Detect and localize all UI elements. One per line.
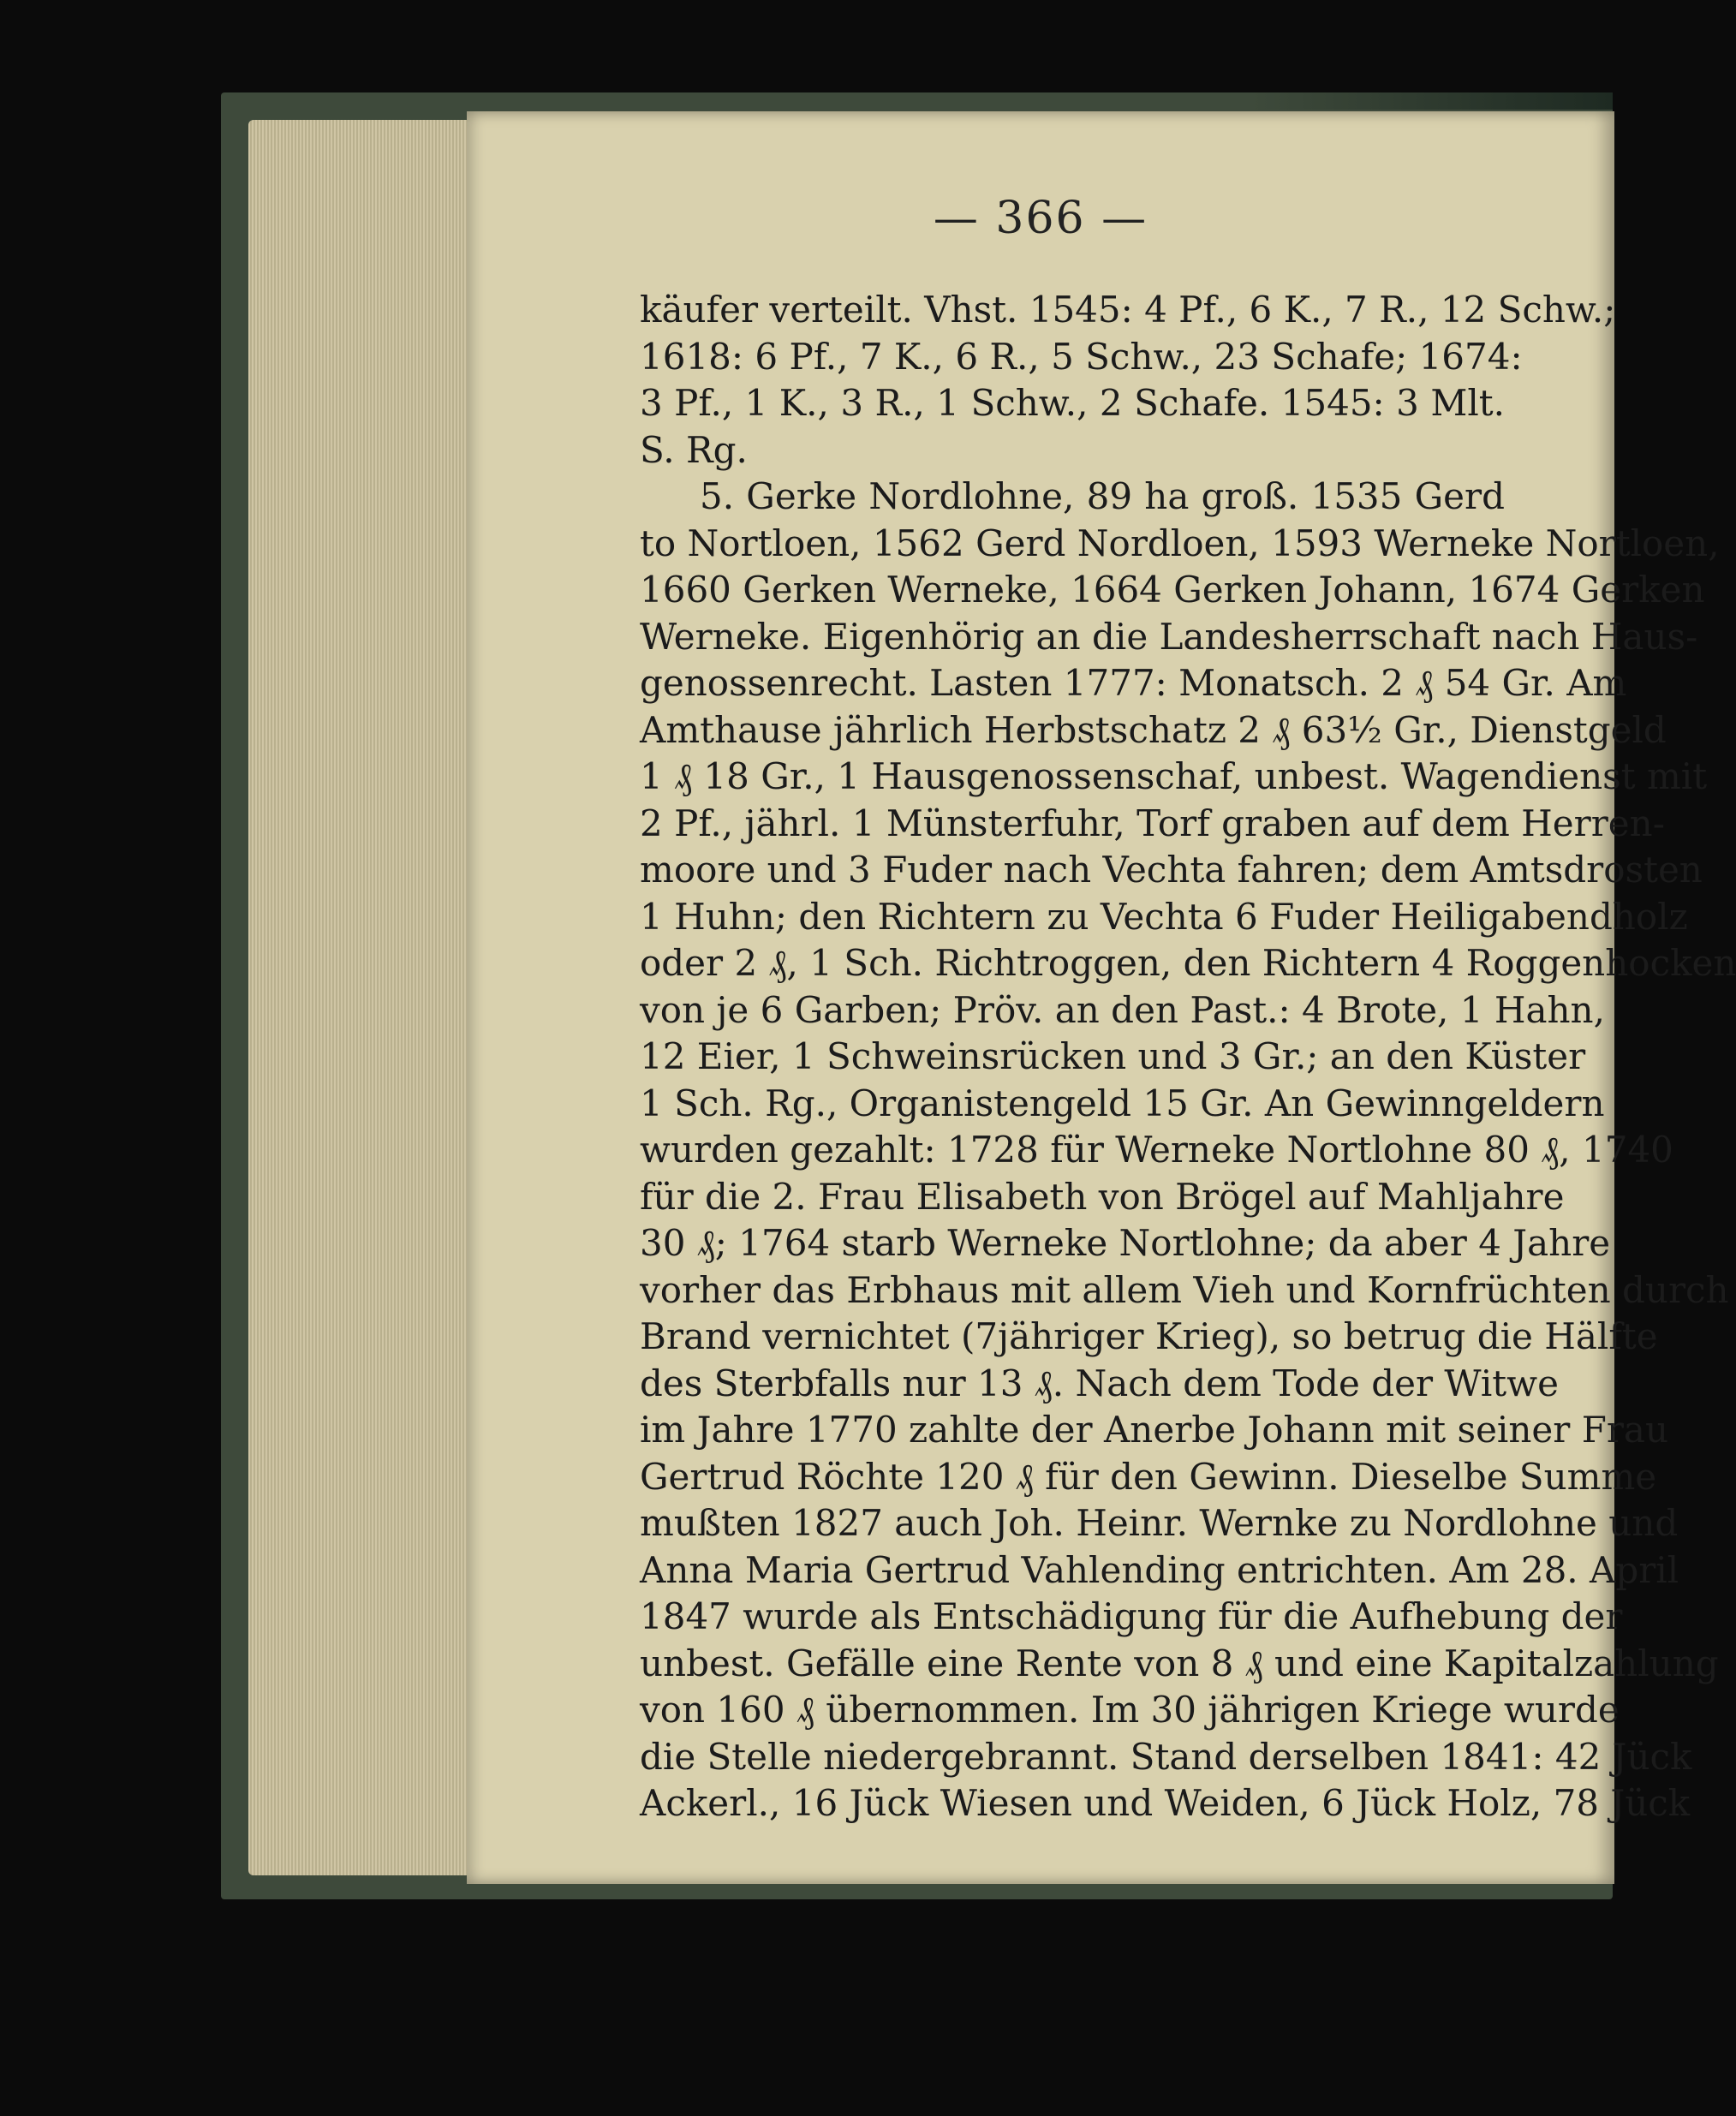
text-line: vorher das Erbhaus mit allem Vieh und Kornfrüchten durch [640,1268,1729,1311]
text-line: Gertrud Röchte 120 ₰ für den Gewinn. Dieselbe Summe [640,1455,1657,1498]
text-line: 1847 wurde als Entschädigung für die Aufhebung der [640,1595,1623,1637]
text-line: 1 ₰ 18 Gr., 1 Hausgenossenschaf, unbest. Wagendienst mit [640,755,1708,797]
text-line: 1660 Gerken Werneke, 1664 Gerken Johann, 1674 Gerken [640,569,1705,611]
text-line: für die 2. Frau Elisabeth von Brögel auf Mahljahre [640,1175,1565,1218]
text-line: Amthause jährlich Herbstschatz 2 ₰ 63½ Gr., Dienstgeld [640,708,1667,751]
text-line: des Sterbfalls nur 13 ₰. Nach dem Tode der Witwe [640,1362,1559,1404]
text-line: Ackerl., 16 Jück Wiesen und Weiden, 6 Jück Holz, 78 Jück [640,1782,1691,1824]
page-edges [248,120,471,1875]
book-spine-edge [1250,92,1613,110]
page-number: — 366 — [933,193,1148,244]
text-line: Werneke. Eigenhörig an die Landesherrschaft nach Haus- [640,615,1698,658]
text-line: 1 Sch. Rg., Organistengeld 15 Gr. An Gewinngeldern [640,1082,1605,1124]
text-line: 1 Huhn; den Richtern zu Vechta 6 Fuder Heiligabendholz [640,895,1688,938]
text-line: oder 2 ₰, 1 Sch. Richtroggen, den Richtern 4 Roggenhocken [640,942,1736,984]
text-line: unbest. Gefälle eine Rente von 8 ₰ und eine Kapitalzahlung [640,1642,1719,1684]
body-text [640,287,1736,1827]
text-line: moore und 3 Fuder nach Vechta fahren; dem Amtsdrosten [640,849,1703,891]
text-line: S. Rg. [640,428,748,471]
text-line: von je 6 Garben; Pröv. an den Past.: 4 Brote, 1 Hahn, [640,988,1605,1031]
text-line: Brand vernichtet (7jähriger Krieg), so betrug die Hälfte [640,1315,1658,1357]
text-line: 3 Pf., 1 K., 3 R., 1 Schw., 2 Schafe. 1545: 3 Mlt. [640,382,1505,424]
text-line: 1618: 6 Pf., 7 K., 6 R., 5 Schw., 23 Schafe; 1674: [640,335,1523,378]
section-heading-line: 5. Gerke Nordlohne, 89 ha groß. 1535 Gerd [700,475,1505,517]
text-line: im Jahre 1770 zahlte der Anerbe Johann mit seiner Frau [640,1409,1668,1451]
text-line: 12 Eier, 1 Schweinsrücken und 3 Gr.; an den Küster [640,1035,1586,1077]
text-line: 30 ₰; 1764 starb Werneke Nortlohne; da aber 4 Jahre [640,1222,1611,1264]
text-line: Anna Maria Gertrud Vahlending entrichten. Am 28. April [640,1548,1679,1591]
book-page [467,111,1736,1884]
text-line: käufer verteilt. Vhst. 1545: 4 Pf., 6 K., 7 R., 12 Schw.; [640,289,1616,331]
text-line: die Stelle niedergebrannt. Stand derselben 1841: 42 Jück [640,1735,1692,1778]
text-line: mußten 1827 auch Joh. Heinr. Wernke zu Nordlohne und [640,1502,1679,1544]
text-line: 2 Pf., jährl. 1 Münsterfuhr, Torf graben auf dem Herren- [640,802,1665,844]
text-line: to Nortloen, 1562 Gerd Nordloen, 1593 Werneke Nortloen, [640,522,1720,564]
text-line: wurden gezahlt: 1728 für Werneke Nortlohne 80 ₰, 1740 [640,1129,1673,1171]
text-line: von 160 ₰ übernommen. Im 30 jährigen Kriege wurde [640,1689,1620,1731]
text-line: genossenrecht. Lasten 1777: Monatsch. 2 ₰ 54 Gr. Am [640,662,1627,704]
